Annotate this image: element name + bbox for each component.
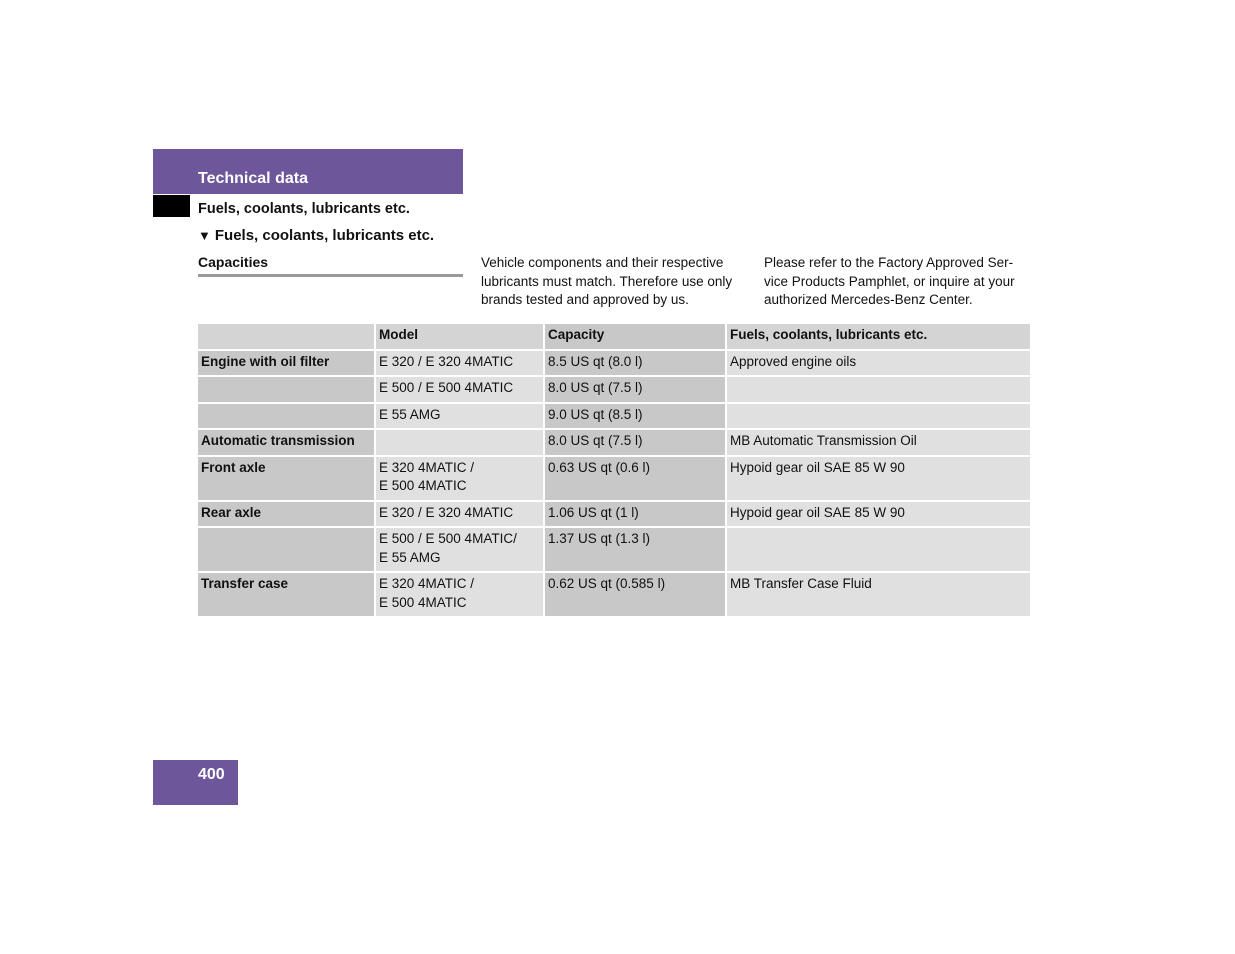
model-line: E 500 / E 500 4MATIC/ bbox=[379, 531, 517, 546]
model-line: E 55 AMG bbox=[379, 549, 441, 565]
model-line: E 500 4MATIC bbox=[379, 594, 467, 610]
model-line: E 320 4MATIC / bbox=[379, 576, 475, 591]
table-row bbox=[198, 573, 1030, 616]
model-line: E 500 4MATIC bbox=[379, 478, 467, 493]
table-row bbox=[198, 351, 1030, 378]
triangle-down-icon: ▼ bbox=[198, 228, 211, 243]
component-cell: Engine with oil filter bbox=[198, 351, 376, 378]
header-cell-fluid: Fuels, coolants, lubricants etc. bbox=[727, 324, 1030, 351]
capacity-cell: 8.0 US qt (7.5 l) bbox=[545, 377, 727, 404]
intro-paragraph: Vehicle components and their respective lubricants must match. Therefore use only brands tested and approved by us. bbox=[481, 255, 733, 307]
header-cell-component bbox=[198, 324, 376, 351]
section-title: Technical data bbox=[198, 170, 308, 187]
table-row bbox=[198, 430, 1030, 457]
capacity-cell: 8.0 US qt (7.5 l) bbox=[545, 430, 727, 457]
capacity-cell: 0.63 US qt (0.6 l) bbox=[545, 457, 727, 502]
fluid-cell bbox=[727, 377, 1030, 404]
component-cell: Automatic transmission bbox=[198, 430, 376, 457]
table-header-row bbox=[198, 324, 1030, 351]
fluid-cell: Hypoid gear oil SAE 85 W 90 bbox=[727, 457, 1030, 502]
page-heading-text: Fuels, coolants, lubricants etc. bbox=[214, 227, 435, 244]
model-cell bbox=[376, 573, 545, 616]
component-cell bbox=[198, 377, 376, 404]
component-cell: Front axle bbox=[198, 457, 376, 502]
model-cell: E 55 AMG bbox=[376, 404, 545, 431]
fluid-cell: Hypoid gear oil SAE 85 W 90 bbox=[727, 502, 1030, 529]
fluid-cell: Approved engine oils bbox=[727, 351, 1030, 378]
section-header-band bbox=[153, 149, 463, 194]
header-cell-model: Model bbox=[376, 324, 545, 351]
component-cell: Transfer case bbox=[198, 573, 376, 616]
model-cell bbox=[376, 528, 545, 573]
reference-line: vice Products Pamphlet, or inquire at your bbox=[764, 273, 1015, 289]
fluid-cell bbox=[727, 404, 1030, 431]
page-number: 400 bbox=[198, 766, 225, 783]
section-marker-tab bbox=[153, 195, 190, 217]
capacity-cell: 9.0 US qt (8.5 l) bbox=[545, 404, 727, 431]
table-row bbox=[198, 502, 1030, 529]
table-row bbox=[198, 377, 1030, 404]
fluid-cell: MB Automatic Transmission Oil bbox=[727, 430, 1030, 457]
capacities-table bbox=[198, 324, 1030, 616]
page-heading bbox=[198, 227, 434, 244]
model-cell bbox=[376, 457, 545, 502]
capacity-cell: 1.06 US qt (1 l) bbox=[545, 502, 727, 529]
capacity-cell: 0.62 US qt (0.585 l) bbox=[545, 573, 727, 616]
capacity-cell: 8.5 US qt (8.0 l) bbox=[545, 351, 727, 378]
model-cell: E 320 / E 320 4MATIC bbox=[376, 351, 545, 378]
fluid-cell: MB Transfer Case Fluid bbox=[727, 573, 1030, 616]
reference-line: Please refer to the Factory Approved Ser- bbox=[764, 255, 1014, 270]
reference-line: authorized Mercedes-Benz Center. bbox=[764, 292, 973, 307]
table-row bbox=[198, 528, 1030, 573]
component-cell bbox=[198, 404, 376, 431]
model-cell: E 320 / E 320 4MATIC bbox=[376, 502, 545, 529]
model-cell: E 500 / E 500 4MATIC bbox=[376, 377, 545, 404]
table-row bbox=[198, 457, 1030, 502]
model-line: E 320 4MATIC / bbox=[379, 459, 475, 475]
reference-paragraph bbox=[764, 254, 1034, 310]
capacities-label: Capacities bbox=[198, 254, 463, 277]
table-row bbox=[198, 404, 1030, 431]
model-cell bbox=[376, 430, 545, 457]
capacity-cell: 1.37 US qt (1.3 l) bbox=[545, 528, 727, 573]
component-cell bbox=[198, 528, 376, 573]
component-cell: Rear axle bbox=[198, 502, 376, 529]
fluid-cell bbox=[727, 528, 1030, 573]
subsection-title: Fuels, coolants, lubricants etc. bbox=[198, 201, 410, 217]
header-cell-capacity: Capacity bbox=[545, 324, 727, 351]
page-number-tab bbox=[153, 760, 238, 805]
